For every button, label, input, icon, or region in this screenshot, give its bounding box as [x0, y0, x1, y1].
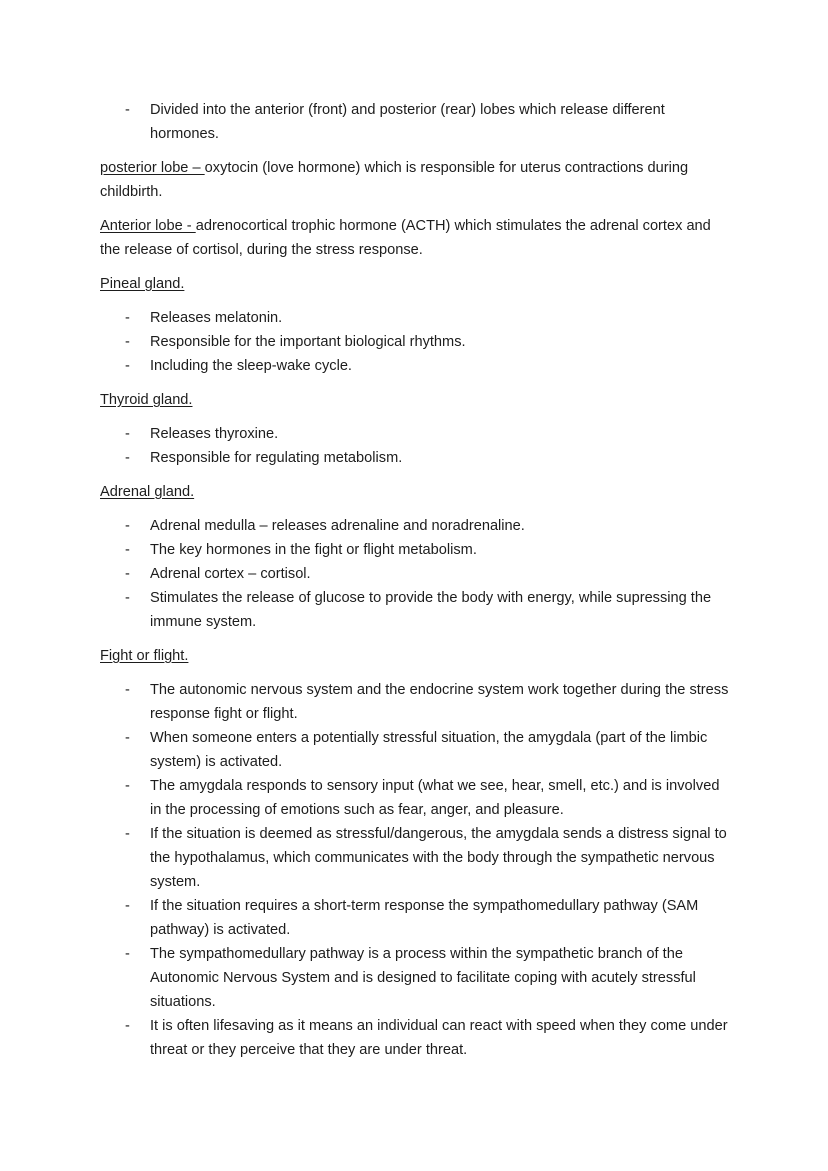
bullet-dash: - — [125, 778, 130, 794]
adrenal-bullet-list — [100, 514, 730, 634]
thyroid-bullet-list — [100, 422, 730, 470]
list-item — [100, 354, 730, 378]
list-item — [100, 306, 730, 330]
thyroid-heading: Thyroid gland. — [100, 392, 193, 408]
pineal-heading: Pineal gland. — [100, 276, 185, 292]
list-item — [100, 422, 730, 446]
fight-or-flight-heading: Fight or flight. — [100, 648, 189, 664]
anterior-lobe-label: Anterior lobe - — [100, 218, 196, 234]
bullet-dash: - — [125, 518, 130, 534]
bullet-dash: - — [125, 310, 130, 326]
adrenal-heading: Adrenal gland. — [100, 484, 195, 500]
bullet-text: The sympathomedullary pathway is a process within the sympathetic branch of the Autonomic Nervous System and is designed to facilitate coping with acutely stressful situations. — [150, 946, 696, 1010]
bullet-dash: - — [125, 102, 130, 118]
bullet-dash: - — [125, 946, 130, 962]
fight-or-flight-bullet-list — [100, 678, 730, 1062]
bullet-text: It is often lifesaving as it means an individual can react with speed when they come under threat or they perceive that they are under threat. — [150, 1018, 728, 1058]
bullet-text: If the situation requires a short-term response the sympathomedullary pathway (SAM pathway) is activated. — [150, 898, 699, 938]
bullet-dash: - — [125, 826, 130, 842]
document-content — [100, 98, 730, 1062]
list-item — [100, 774, 730, 822]
bullet-dash: - — [125, 334, 130, 350]
bullet-text: Divided into the anterior (front) and posterior (rear) lobes which release different hormones. — [150, 102, 665, 142]
bullet-text: Including the sleep-wake cycle. — [150, 358, 352, 374]
bullet-text: Releases melatonin. — [150, 310, 283, 326]
intro-bullet-list — [100, 98, 730, 146]
list-item — [100, 678, 730, 726]
bullet-text: Responsible for regulating metabolism. — [150, 450, 403, 466]
bullet-dash: - — [125, 898, 130, 914]
anterior-lobe-paragraph — [100, 214, 730, 262]
bullet-text: Releases thyroxine. — [150, 426, 279, 442]
list-item — [100, 894, 730, 942]
list-item — [100, 330, 730, 354]
bullet-text: If the situation is deemed as stressful/dangerous, the amygdala sends a distress signal to the hypothalamus, which communicates with the body through the sympathetic nervous system. — [150, 826, 727, 890]
list-item — [100, 726, 730, 774]
anterior-lobe-text: adrenocortical trophic hormone (ACTH) which stimulates the adrenal cortex and the release of cortisol, during the stress response. — [100, 218, 711, 258]
bullet-dash: - — [125, 542, 130, 558]
list-item — [100, 446, 730, 470]
bullet-dash: - — [125, 426, 130, 442]
bullet-dash: - — [125, 730, 130, 746]
bullet-dash: - — [125, 358, 130, 374]
bullet-text: Adrenal cortex – cortisol. — [150, 566, 311, 582]
bullet-dash: - — [125, 682, 130, 698]
bullet-text: Responsible for the important biological rhythms. — [150, 334, 466, 350]
bullet-dash: - — [125, 590, 130, 606]
bullet-dash: - — [125, 566, 130, 582]
bullet-text: Stimulates the release of glucose to provide the body with energy, while supressing the immune system. — [150, 590, 712, 630]
bullet-dash: - — [125, 1018, 130, 1034]
bullet-text: The key hormones in the fight or flight metabolism. — [150, 542, 477, 558]
list-item — [100, 562, 730, 586]
list-item — [100, 822, 730, 894]
bullet-text: When someone enters a potentially stressful situation, the amygdala (part of the limbic system) is activated. — [150, 730, 708, 770]
list-item — [100, 942, 730, 1014]
bullet-text: The autonomic nervous system and the endocrine system work together during the stress response fight or flight. — [150, 682, 729, 722]
posterior-lobe-text: oxytocin (love hormone) which is responsible for uterus contractions during childbirth. — [100, 160, 689, 200]
pineal-bullet-list — [100, 306, 730, 378]
bullet-dash: - — [125, 450, 130, 466]
posterior-lobe-paragraph — [100, 156, 730, 204]
list-item — [100, 514, 730, 538]
list-item — [100, 1014, 730, 1062]
list-item — [100, 98, 730, 146]
posterior-lobe-label: posterior lobe – — [100, 160, 205, 176]
list-item — [100, 586, 730, 634]
list-item — [100, 538, 730, 562]
bullet-text: Adrenal medulla – releases adrenaline and noradrenaline. — [150, 518, 525, 534]
bullet-text: The amygdala responds to sensory input (what we see, hear, smell, etc.) and is involved in the processing of emotions such as fear, anger, and pleasure. — [150, 778, 720, 818]
